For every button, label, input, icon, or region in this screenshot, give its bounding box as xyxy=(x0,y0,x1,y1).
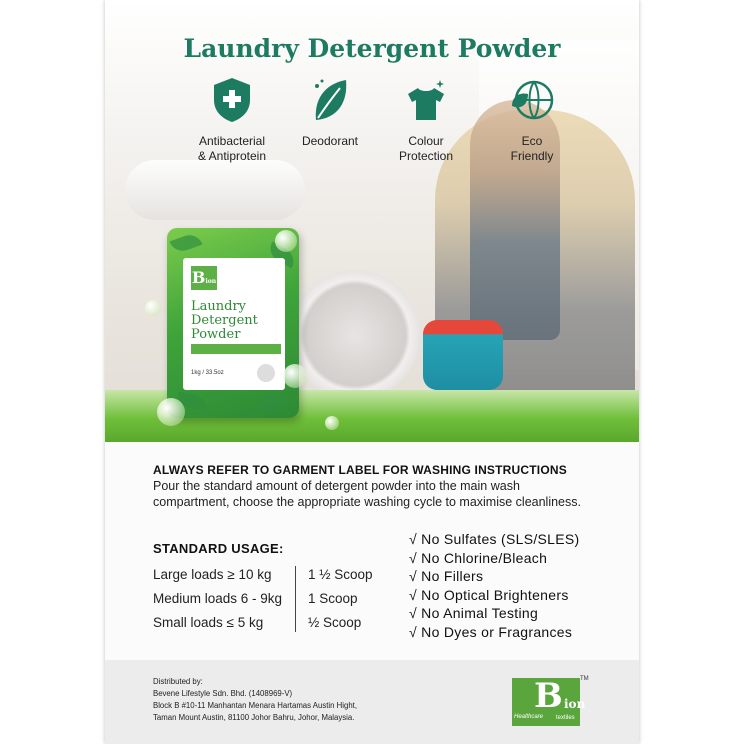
instructions-body: Pour the standard amount of detergent powder into the main wash compartment, choose the appropriate washing cycle to maximise cleanliness. xyxy=(153,479,581,509)
feature-deodorant xyxy=(275,76,385,149)
brand-logo-textiles: textiles xyxy=(556,715,575,721)
claim-item: √ No Fillers xyxy=(409,568,484,585)
laundry-clothes xyxy=(423,320,503,390)
feature-label: Friendly xyxy=(510,149,554,163)
instructions-heading: ALWAYS REFER TO GARMENT LABEL FOR WASHING INSTRUCTIONS xyxy=(153,463,567,477)
pouch-name-line: Powder xyxy=(191,327,241,342)
bubble xyxy=(275,230,297,252)
free-from-claims xyxy=(409,530,580,642)
eco-globe-icon xyxy=(510,76,554,124)
brand-logo-text: ion xyxy=(564,697,586,711)
distributed-by-label: Distributed by: xyxy=(153,677,203,686)
brand-logo-healthcare: Healthcare xyxy=(514,714,544,720)
pouch-weight: 1kg / 33.5oz xyxy=(191,370,224,376)
usage-load: Medium loads 6 - 9kg xyxy=(153,591,283,606)
product-pouch xyxy=(167,228,299,418)
bubble xyxy=(145,300,161,316)
product-sheet xyxy=(105,0,639,744)
pouch-leaf xyxy=(170,231,203,254)
company-name: Bevene Lifestyle Sdn. Bhd. (1408969-V) xyxy=(153,689,293,698)
address-line: Taman Mount Austin, 81100 Johor Bahru, Johor, Malaysia. xyxy=(153,713,355,722)
claim-item: √ No Animal Testing xyxy=(409,605,539,622)
feature-label: Colour xyxy=(408,134,444,148)
feature-colour-protection xyxy=(371,76,481,164)
bubble xyxy=(283,364,307,388)
address-line: Block B #10-11 Manhantan Menara Hartamas Austin Hight, xyxy=(153,701,357,710)
claim-item: √ No Sulfates (SLS/SLES) xyxy=(409,531,580,547)
pouch-name-line: Detergent xyxy=(191,313,258,328)
leaf-icon xyxy=(308,76,352,124)
feature-label: Deodorant xyxy=(301,134,359,148)
usage-row xyxy=(153,563,393,587)
bubble xyxy=(325,416,339,430)
folded-towels xyxy=(125,160,305,220)
trademark-mark: TM xyxy=(580,676,589,682)
usage-row xyxy=(153,611,393,635)
usage-table xyxy=(153,563,393,635)
pouch-product-name xyxy=(191,300,281,342)
usage-load: Large loads ≥ 10 kg xyxy=(153,567,272,582)
tshirt-icon xyxy=(404,76,448,124)
feature-eco-friendly xyxy=(477,76,587,164)
feature-label: & Antiprotein xyxy=(197,149,267,163)
pouch-logo xyxy=(191,266,217,290)
usage-amount: 1 Scoop xyxy=(308,591,358,606)
feature-label: Protection xyxy=(398,149,454,163)
feature-antibacterial xyxy=(177,76,287,164)
usage-amount: 1 ½ Scoop xyxy=(308,567,373,582)
claim-item: √ No Dyes or Fragrances xyxy=(409,623,573,640)
bubble xyxy=(157,398,185,426)
usage-amount: ½ Scoop xyxy=(308,615,362,630)
shield-plus-icon xyxy=(210,76,254,124)
brand-logo-letter: B xyxy=(534,676,563,716)
pouch-logo-letter: B xyxy=(191,268,206,287)
usage-row xyxy=(153,587,393,611)
usage-load: Small loads ≤ 5 kg xyxy=(153,615,264,630)
pouch-name-line: Laundry xyxy=(191,299,247,314)
distributor-info xyxy=(153,676,357,724)
claim-item: √ No Chlorine/Bleach xyxy=(409,549,548,566)
washing-machine-door xyxy=(290,270,420,400)
usage-heading: STANDARD USAGE: xyxy=(153,541,284,556)
pouch-logo-text: ion xyxy=(205,278,217,285)
pouch-tagline-bar xyxy=(191,344,281,354)
claim-item: √ No Optical Brighteners xyxy=(409,586,569,603)
pouch-seal xyxy=(257,364,275,382)
page-title: Laundry Detergent Powder xyxy=(183,34,561,63)
feature-label: Antibacterial xyxy=(198,134,266,148)
pouch-label xyxy=(183,258,285,390)
feature-label: Eco xyxy=(521,134,543,148)
pouch-leaf xyxy=(256,389,289,416)
